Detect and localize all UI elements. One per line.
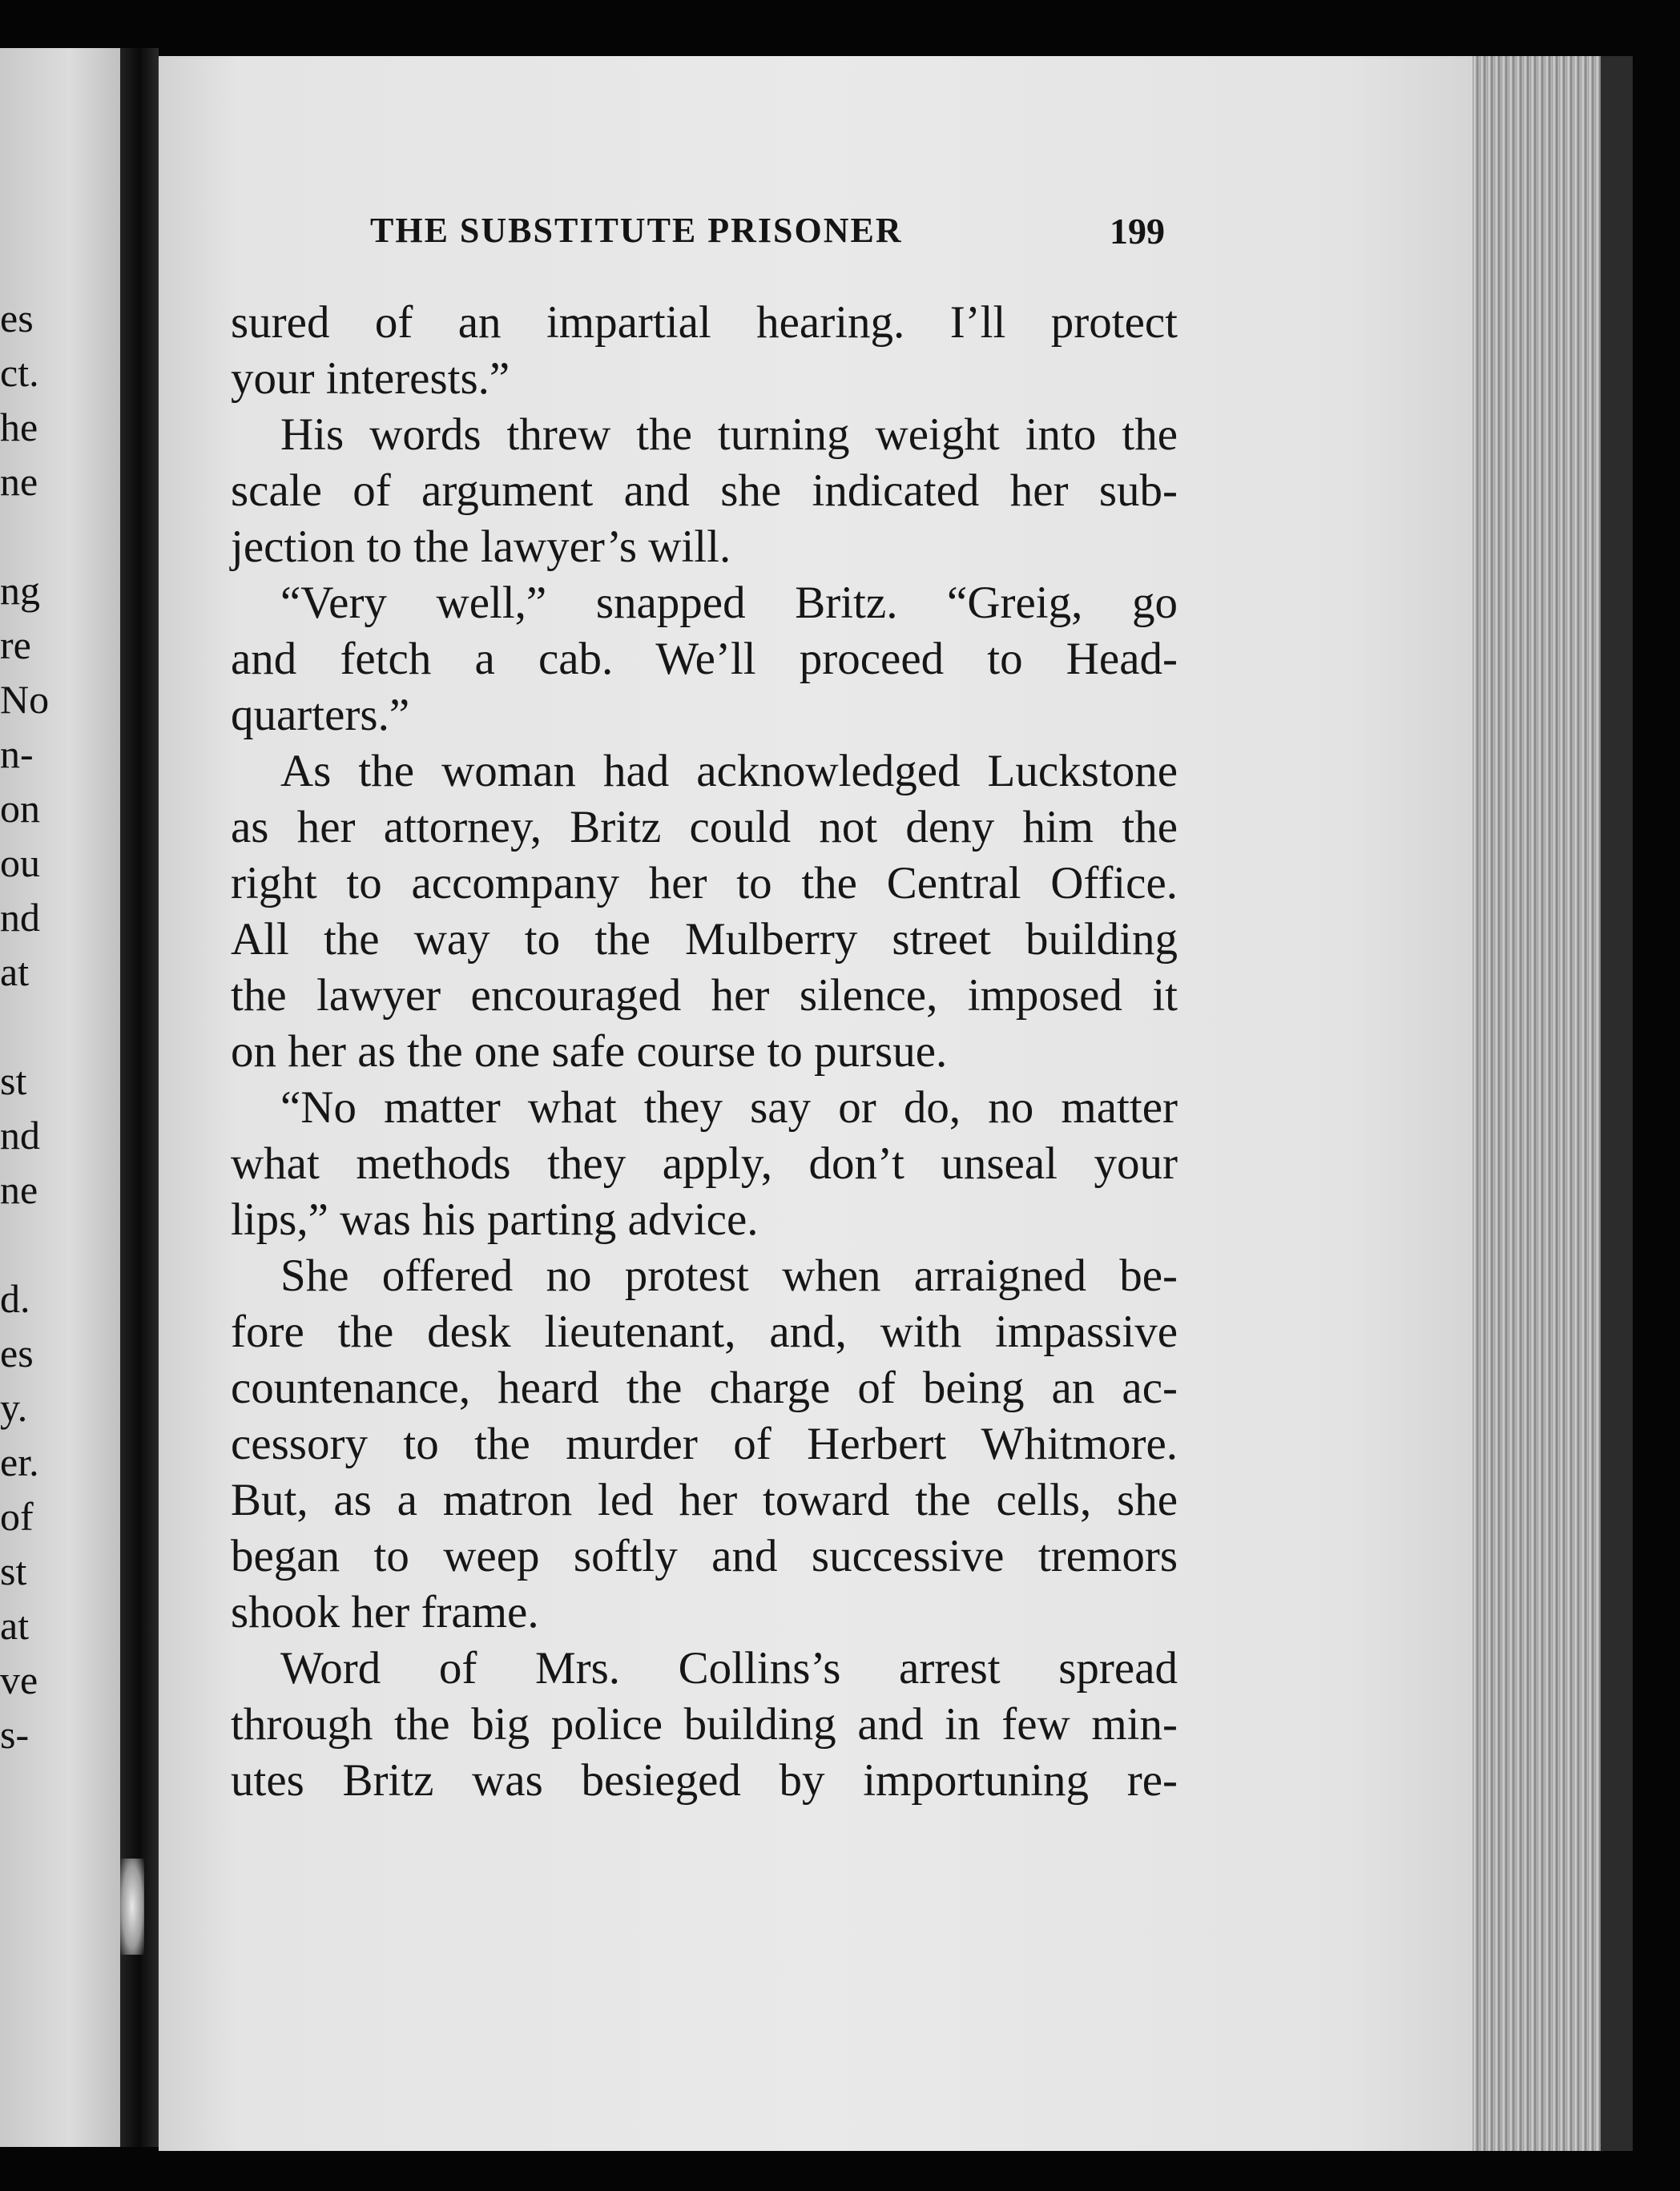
left-page-fragment: on	[0, 786, 40, 831]
left-page-fragment: er.	[0, 1440, 39, 1484]
text-line: shook her frame.	[231, 1587, 539, 1637]
left-page-fragment: nd	[0, 895, 40, 940]
text-line: what methods they apply, don’t unseal your	[231, 1138, 1178, 1189]
text-line: right to accompany her to the Central Office.	[231, 858, 1178, 908]
running-head: THE SUBSTITUTE PRISONER	[370, 211, 903, 250]
left-page-fragment: st	[0, 1058, 27, 1103]
text-line: scale of argument and she indicated her sub-	[231, 465, 1178, 516]
text-line: lips,” was his parting advice.	[231, 1194, 759, 1245]
left-page-fragment: re	[0, 622, 31, 667]
text-line: as her attorney, Britz could not deny him the	[231, 802, 1178, 852]
text-line: She offered no protest when arraigned be-	[280, 1251, 1178, 1301]
left-page-text-fragments	[0, 0, 120, 2191]
text-line: countenance, heard the charge of being an ac-	[231, 1363, 1178, 1413]
page-edges	[1473, 56, 1601, 2151]
left-page-fragment: nd	[0, 1113, 40, 1158]
text-line: “Very well,” snapped Britz. “Greig, go	[280, 578, 1178, 628]
text-line: your interests.”	[231, 353, 510, 404]
left-page-fragment: d.	[0, 1276, 30, 1321]
left-page-fragment: ct.	[0, 350, 39, 395]
text-line: All the way to the Mulberry street building	[231, 914, 1178, 965]
text-line: quarters.”	[231, 690, 410, 740]
left-page-fragment: st	[0, 1549, 27, 1593]
text-line: utes Britz was besieged by importuning re-	[231, 1755, 1178, 1806]
text-line: As the woman had acknowledged Luckstone	[280, 746, 1178, 796]
text-line: through the big police building and in few min-	[231, 1699, 1178, 1750]
text-line: on her as the one safe course to pursue.	[231, 1026, 948, 1077]
left-page-fragment: ne	[0, 459, 38, 504]
left-page-fragment: ng	[0, 568, 40, 613]
page-number: 199	[1110, 211, 1165, 252]
text-line: the lawyer encouraged her silence, imposed it	[231, 970, 1178, 1021]
body-text	[231, 295, 1178, 1809]
left-page-fragment: n-	[0, 731, 34, 776]
text-line: began to weep softly and successive tremors	[231, 1531, 1178, 1581]
left-page-fragment: ou	[0, 840, 40, 885]
book-cover-edge	[1601, 56, 1633, 2151]
text-line: fore the desk lieutenant, and, with impassive	[231, 1307, 1178, 1357]
left-page-fragment: at	[0, 949, 30, 994]
left-page-fragment: ve	[0, 1657, 38, 1702]
text-line: But, as a matron led her toward the cells, she	[231, 1475, 1178, 1525]
left-page-fragment: es	[0, 296, 34, 340]
left-page-fragment: y.	[0, 1385, 28, 1430]
text-line: and fetch a cab. We’ll proceed to Head-	[231, 634, 1178, 684]
text-line: cessory to the murder of Herbert Whitmore.	[231, 1419, 1178, 1469]
left-page-fragment: s-	[0, 1712, 30, 1757]
left-page-fragment: No	[0, 677, 50, 722]
text-line: sured of an impartial hearing. I’ll protect	[231, 297, 1178, 348]
left-page-fragment: at	[0, 1603, 30, 1648]
book-gutter	[120, 48, 159, 2147]
left-page-fragment: es	[0, 1331, 34, 1375]
left-page-fragment: of	[0, 1494, 34, 1539]
text-line: jection to the lawyer’s will.	[231, 522, 731, 572]
text-line: His words threw the turning weight into the	[280, 409, 1178, 460]
text-line: Word of Mrs. Collins’s arrest spread	[280, 1643, 1178, 1694]
left-page-fragment: ne	[0, 1167, 38, 1212]
text-line: “No matter what they say or do, no matter	[280, 1082, 1178, 1133]
binding-mark	[120, 1859, 144, 1955]
left-page-fragment: he	[0, 405, 38, 449]
